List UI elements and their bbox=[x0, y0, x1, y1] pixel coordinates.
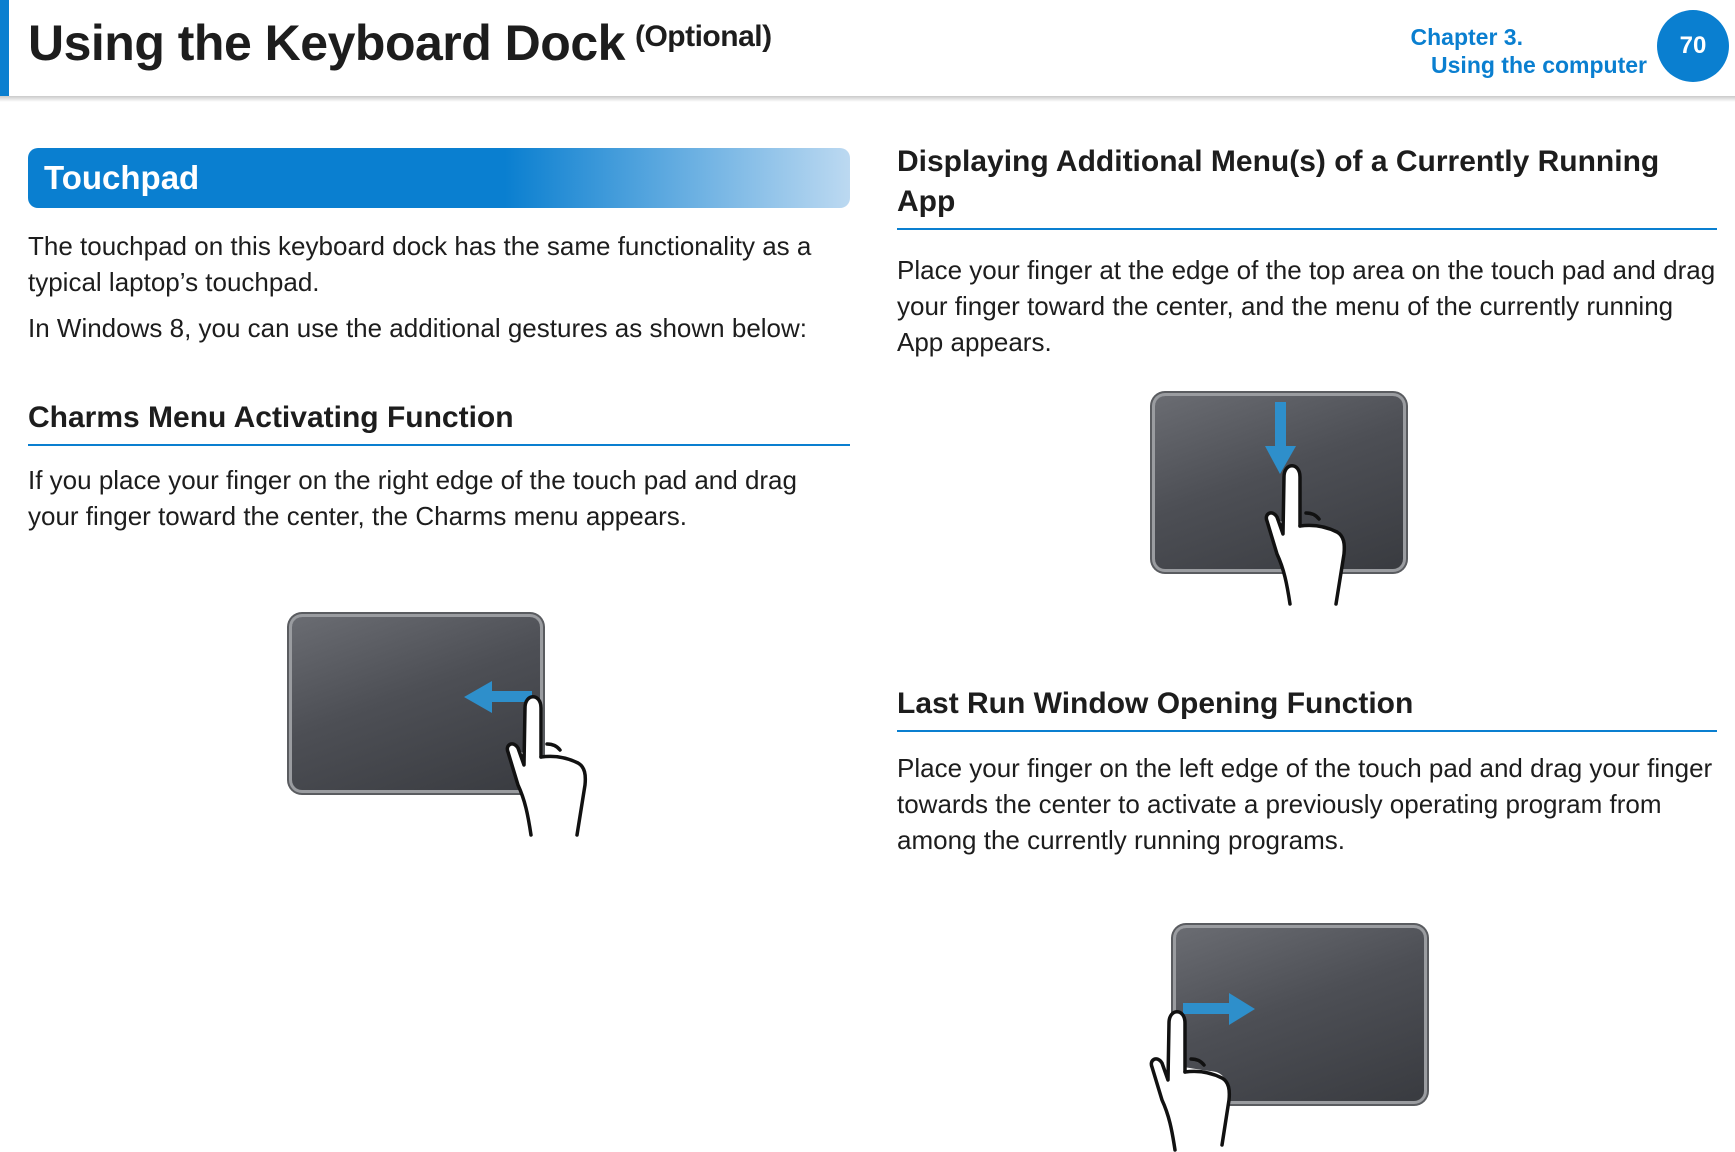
touchpad-intro-paragraph: The touchpad on this keyboard dock has the same functionality as a typical laptop’s touchpad. bbox=[28, 231, 812, 297]
chapter-name: Using the computer bbox=[1431, 52, 1647, 78]
last-run-heading: Last Run Window Opening Function bbox=[897, 684, 1717, 732]
page-number-badge: 70 bbox=[1657, 10, 1729, 82]
touchpad-gestures-paragraph: In Windows 8, you can use the additional gestures as shown below: bbox=[28, 313, 808, 343]
additional-menu-paragraph: Place your finger at the edge of the top area on the touch pad and drag your finger toward the center, and the menu of the currently running App appears. bbox=[897, 255, 1716, 357]
chapter-number: Chapter 3. bbox=[1410, 24, 1523, 50]
hand-pointer-icon bbox=[1151, 1012, 1229, 1150]
page-title-note: (Optional) bbox=[634, 20, 772, 53]
page-title-text: Using the Keyboard Dock bbox=[28, 15, 625, 71]
additional-menu-heading: Displaying Additional Menu(s) of a Currently Running App bbox=[897, 142, 1717, 230]
touchpad-heading: Touchpad bbox=[28, 148, 850, 208]
charms-menu-paragraph: If you place your finger on the right edge of the touch pad and drag your finger toward the center, the Charms menu appears. bbox=[28, 465, 797, 531]
last-run-paragraph: Place your finger on the left edge of the touch pad and drag your finger towards the center to activate a previously operating program from among the currently running programs. bbox=[897, 753, 1713, 855]
arrow-right-icon bbox=[1183, 993, 1255, 1025]
charms-menu-heading: Charms Menu Activating Function bbox=[28, 398, 850, 446]
